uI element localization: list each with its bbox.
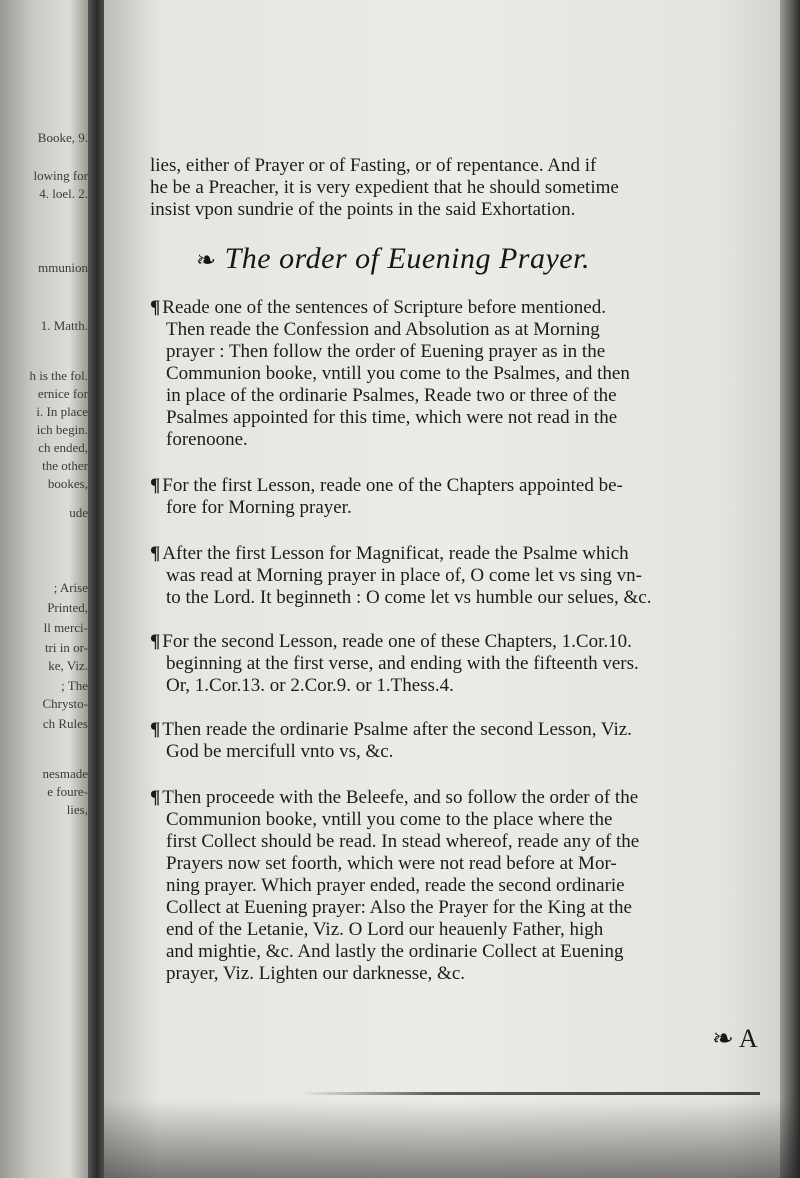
text-line: to the Lord. It beginneth : O come let vs humble our selues, &c. [166,587,652,608]
page-right-edge [780,0,800,1178]
heading-text: The order of Euening Prayer. [224,242,590,275]
facing-page-fragment: ernice for [37,386,88,401]
facing-page-fragment: ch Rules [42,716,88,731]
text-line: Then reade the Confession and Absolution as at Morning [166,319,600,340]
text-line: first Collect should be read. In stead whereof, reade any of the [166,831,640,852]
facing-page-strip [0,0,92,1178]
facing-page-fragment: ; The [61,678,88,693]
text-line-content: Then reade the ordinarie Psalme after the second Lesson, Viz. [162,719,632,740]
text-line [150,787,740,809]
text-line: Psalmes appointed for this time, which were not read in the [166,407,618,428]
page-bottom-shadow [104,1100,800,1178]
text-line: God be mercifull vnto vs, &c. [166,741,394,762]
text-line-content: After the first Lesson for Magnificat, reade the Psalme which [162,543,629,564]
facing-page-fragment: mmunion [38,260,88,275]
facing-page-fragment: Booke, 9. [37,130,88,145]
pilcrow-icon: ¶ [150,543,161,564]
text-line: lies, either of Prayer or of Fasting, or of repentance. And if [150,155,597,176]
rubric-paragraph [150,631,740,697]
fleuron-icon: ❧ [196,248,217,274]
text-line: he be a Preacher, it is very expedient that he should sometime [150,177,619,198]
facing-page-fragment: the other [42,458,88,473]
facing-page-fragment: Printed, [47,600,88,615]
page-bottom-shadow-line [300,1092,760,1095]
text-line: Prayers now set foorth, which were not read before at Mor- [166,853,617,874]
pilcrow-icon: ¶ [150,297,161,318]
facing-page-fragment: ude [69,505,88,520]
facing-page-fragment: tri in or- [44,640,88,655]
text-line-content: Then proceede with the Beleefe, and so follow the order of the [162,787,639,808]
pilcrow-icon: ¶ [150,787,161,808]
facing-page-fragment: ll merci- [43,620,88,635]
text-line: Collect at Euening prayer: Also the Prayer for the King at the [166,897,632,918]
facing-page-fragment: lowing for [33,168,88,183]
text-line: in place of the ordinarie Psalmes, Reade two or three of the [166,385,617,406]
facing-page-fragment: h is the fol. [29,368,88,383]
rubric-paragraph [150,475,740,519]
text-line: was read at Morning prayer in place of, O come let vs sing vn- [166,565,642,586]
intro-continuation [150,155,740,221]
text-line: Communion booke, vntill you come to the place where the [166,809,613,830]
page-text-block [150,155,740,221]
pilcrow-icon: ¶ [150,631,161,652]
facing-page-fragment: 1. Matth. [40,318,88,333]
text-line: forenoone. [166,429,248,450]
text-line [150,543,740,565]
facing-page-fragment: 4. loel. 2. [39,186,88,201]
rubric-paragraph [150,297,740,451]
text-line [150,297,740,319]
pilcrow-icon: ¶ [150,475,161,496]
facing-page-fragment: nesmade [42,766,88,781]
facing-page-fragment: ich begin. [36,422,88,437]
text-line: prayer, Viz. Lighten our darknesse, &c. [166,963,466,984]
rubric-paragraphs [150,297,740,985]
text-line-content: For the second Lesson, reade one of these Chapters, 1.Cor.10. [162,631,632,652]
facing-page-fragment: Chrysto- [42,696,88,711]
facing-page-fragment: i. In place [36,404,88,419]
text-line: end of the Letanie, Viz. O Lord our heauenly Father, high [166,919,604,940]
text-line-content: Reade one of the sentences of Scripture before mentioned. [162,297,606,318]
facing-page-fragment: e foure- [47,784,88,799]
rubric-paragraph [150,787,740,985]
text-line: prayer : Then follow the order of Euening prayer as in the [166,341,606,362]
section-heading [196,242,736,276]
text-line [150,631,740,653]
text-line-content: For the first Lesson, reade one of the Chapters appointed be- [162,475,623,496]
text-line: fore for Morning prayer. [166,497,352,518]
facing-page-fragment: ke, Viz. [48,658,88,673]
text-line: Or, 1.Cor.13. or 2.Cor.9. or 1.Thess.4. [166,675,454,696]
text-line [150,475,740,497]
rubric-paragraph [150,543,740,609]
facing-page-fragment: ; Arise [53,580,88,595]
facing-page-fragment: ch ended, [38,440,88,455]
catchword: ❧ A [712,1024,758,1053]
pilcrow-icon: ¶ [150,719,161,740]
text-line: ning prayer. Which prayer ended, reade the second ordinarie [166,875,625,896]
rubric-paragraph [150,719,740,763]
text-line: beginning at the first verse, and ending with the fifteenth vers. [166,653,639,674]
text-line: insist vpon sundrie of the points in the said Exhortation. [150,199,576,220]
text-line: and mightie, &c. And lastly the ordinarie Collect at Euening [166,941,624,962]
facing-page-fragment: lies, [66,802,88,817]
facing-page-fragment: bookes, [47,476,88,491]
text-line: Communion booke, vntill you come to the Psalmes, and then [166,363,630,384]
text-line [150,719,740,741]
